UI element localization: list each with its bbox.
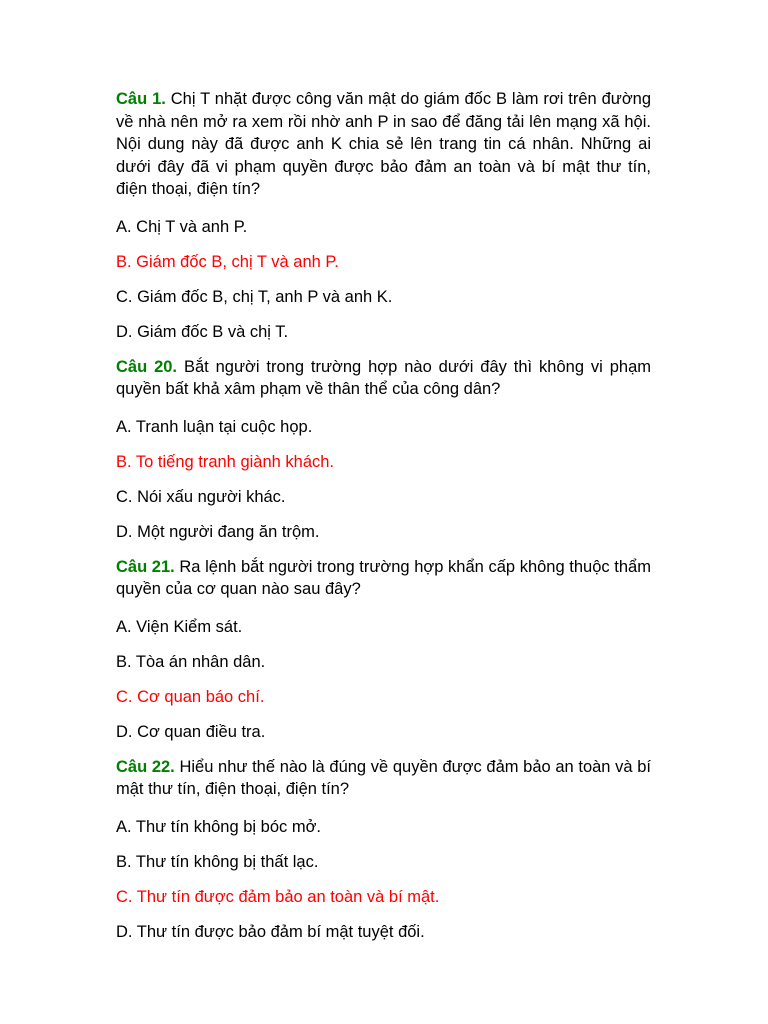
answer-option-c: C. Giám đốc B, chị T, anh P và anh K. <box>116 287 393 306</box>
answer-option-b-correct: B. Giám đốc B, chị T và anh P. <box>116 252 339 271</box>
question-body: Hiểu như thế nào là đúng về quyền được đảm bảo an toàn và bí mật thư tín, điện thoại, điện tín? <box>116 757 651 798</box>
answer-option-a: A. Chị T và anh P. <box>116 217 248 236</box>
question-body: Bắt người trong trường hợp nào dưới đây thì không vi phạm quyền bất khả xâm phạm về thân thể của công dân? <box>116 357 651 398</box>
question-block <box>116 88 651 343</box>
answer-option-d: D. Một người đang ăn trộm. <box>116 522 320 541</box>
question-number: Câu 22. <box>116 757 175 776</box>
answer-option-d: D. Giám đốc B và chị T. <box>116 322 289 341</box>
answer-option-b: B. Tòa án nhân dân. <box>116 652 266 671</box>
question-block <box>116 556 651 744</box>
question-number: Câu 20. <box>116 357 178 376</box>
answer-option-d: D. Thư tín được bảo đảm bí mật tuyệt đối. <box>116 922 425 941</box>
question-text <box>116 556 651 601</box>
question-number: Câu 1. <box>116 90 166 108</box>
answer-option-c: C. Nói xấu người khác. <box>116 487 286 506</box>
question-number: Câu 21. <box>116 557 175 576</box>
question-text <box>116 356 651 401</box>
answer-option-c-correct: C. Cơ quan báo chí. <box>116 687 265 706</box>
document-page <box>116 88 651 956</box>
answer-option-c-correct: C. Thư tín được đảm bảo an toàn và bí mật. <box>116 887 440 906</box>
question-block <box>116 756 651 944</box>
answer-option-b: B. Thư tín không bị thất lạc. <box>116 852 319 871</box>
answer-option-d: D. Cơ quan điều tra. <box>116 722 266 741</box>
answer-option-a: A. Viện Kiểm sát. <box>116 617 243 636</box>
answer-option-a: A. Tranh luận tại cuộc họp. <box>116 417 313 436</box>
answer-option-b-correct: B. To tiếng tranh giành khách. <box>116 452 335 471</box>
question-text <box>116 756 651 801</box>
answer-option-a: A. Thư tín không bị bóc mở. <box>116 817 321 836</box>
question-block <box>116 356 651 544</box>
question-body: Chị T nhặt được công văn mật do giám đốc B làm rơi trên đường về nhà nên mở ra xem rồi nhờ anh P in sao để đăng tải lên mạng xã hội. Nội dung này đã được anh K chia sẻ lên trang tin cá nhân. Những ai dưới đây đã vi phạm quyền được bảo đảm an toàn và bí mật thư tín, điện thoại, điện tín? <box>116 90 651 198</box>
question-text <box>116 88 651 201</box>
question-body: Ra lệnh bắt người trong trường hợp khẩn cấp không thuộc thẩm quyền của cơ quan nào sau đây? <box>116 557 651 598</box>
